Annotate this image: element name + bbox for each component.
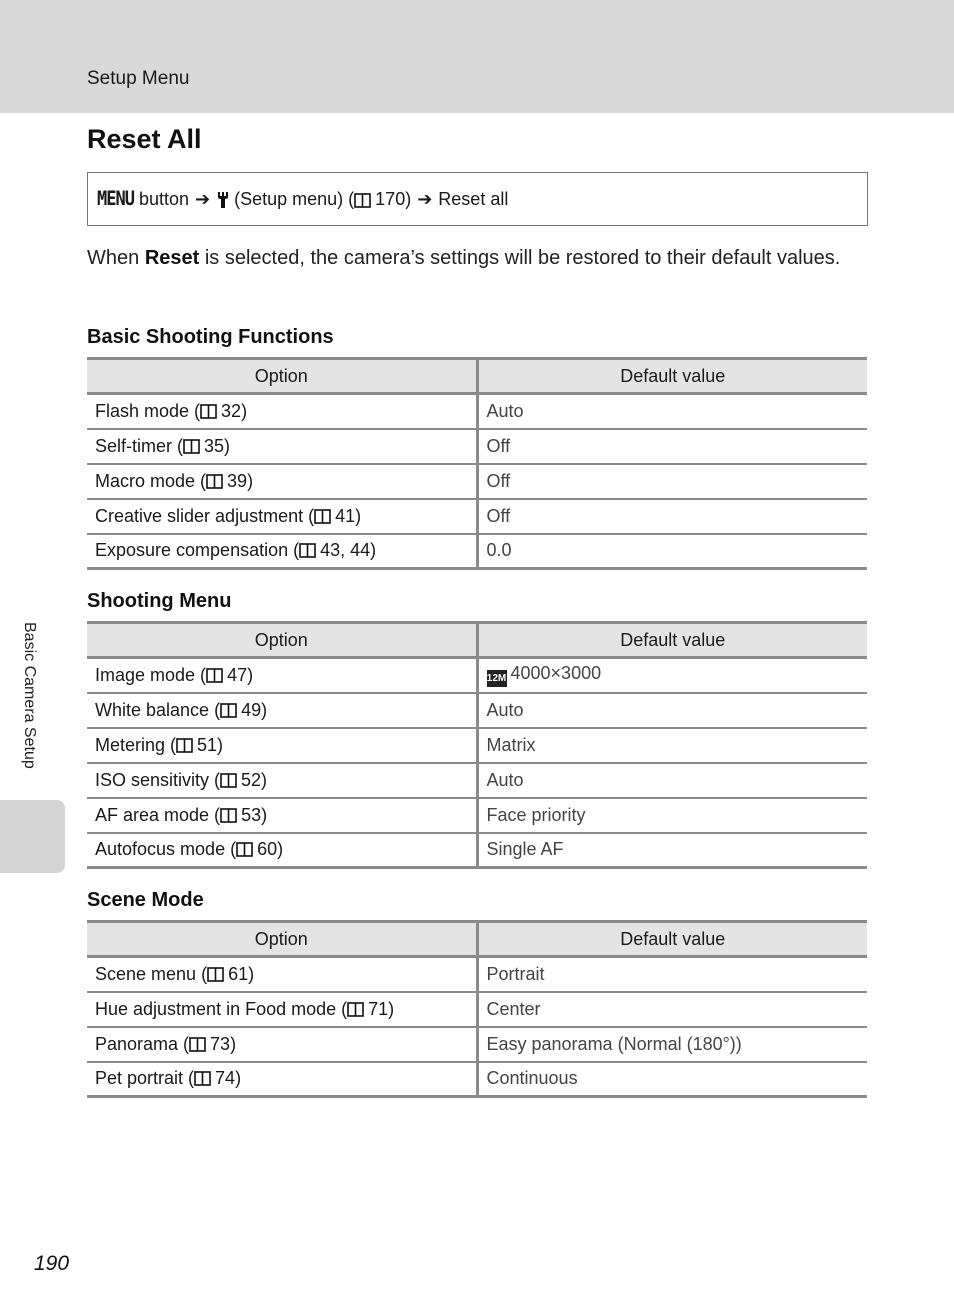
defaults-table xyxy=(87,621,867,869)
default-value-cell xyxy=(477,728,867,763)
table-row xyxy=(87,658,867,693)
side-tab-label: Basic Camera Setup xyxy=(21,622,38,769)
default-value-cell xyxy=(477,499,867,534)
default-value: Single AF xyxy=(486,839,564,860)
option-cell xyxy=(87,394,477,429)
table-row xyxy=(87,1027,867,1062)
option-label: Macro mode ( xyxy=(95,470,207,491)
option-cell xyxy=(87,429,477,464)
table-row xyxy=(87,957,867,992)
header-band xyxy=(0,0,954,113)
book-reference-icon xyxy=(207,967,224,982)
book-reference-icon xyxy=(176,738,193,753)
option-page-ref: 73) xyxy=(210,1033,237,1054)
default-value: Portrait xyxy=(486,963,545,984)
intro-paragraph xyxy=(87,243,867,273)
option-page-ref: 43, 44) xyxy=(320,540,377,561)
option-cell xyxy=(87,798,477,833)
option-cell xyxy=(87,728,477,763)
default-value: Off xyxy=(486,435,511,456)
table-row xyxy=(87,763,867,798)
default-value: Off xyxy=(486,470,511,491)
section-title: Scene Mode xyxy=(87,889,204,911)
option-cell xyxy=(87,499,477,534)
option-cell xyxy=(87,534,477,569)
table-row xyxy=(87,499,867,534)
arrow-right-icon: ➔ xyxy=(195,188,211,209)
table-row xyxy=(87,833,867,868)
side-tab-marker xyxy=(0,800,65,873)
column-header-option: Option xyxy=(87,359,477,394)
option-label: Exposure compensation ( xyxy=(95,540,300,561)
option-label: Autofocus mode ( xyxy=(95,839,237,860)
column-header-default: Default value xyxy=(477,922,867,957)
menu-path-box xyxy=(87,172,868,226)
wrench-icon xyxy=(216,191,230,209)
intro-text: is selected, the camera’s settings will be restored to their default values. xyxy=(199,247,841,269)
option-cell xyxy=(87,464,477,499)
option-page-ref: 35) xyxy=(204,435,231,456)
book-reference-icon xyxy=(220,703,237,718)
intro-text: When xyxy=(87,247,145,269)
book-reference-icon xyxy=(354,193,371,208)
option-label: Panorama ( xyxy=(95,1033,190,1054)
book-reference-icon xyxy=(183,439,200,454)
defaults-table xyxy=(87,357,867,570)
default-value: Continuous xyxy=(486,1068,578,1089)
book-reference-icon xyxy=(220,808,237,823)
table-row xyxy=(87,394,867,429)
path-page-ref: 170) xyxy=(375,188,412,209)
defaults-table xyxy=(87,920,867,1098)
option-label: AF area mode ( xyxy=(95,804,221,825)
option-label: Hue adjustment in Food mode ( xyxy=(95,998,348,1019)
section-header: Setup Menu xyxy=(87,68,190,89)
option-label: Flash mode ( xyxy=(95,400,201,421)
default-value-cell xyxy=(477,394,867,429)
option-cell xyxy=(87,833,477,868)
option-page-ref: 39) xyxy=(227,470,254,491)
image-size-icon: 12M xyxy=(487,670,507,687)
menu-button-icon: MENU xyxy=(97,187,134,211)
table-row xyxy=(87,693,867,728)
option-page-ref: 61) xyxy=(228,963,255,984)
option-label: Scene menu ( xyxy=(95,963,208,984)
table-row xyxy=(87,992,867,1027)
option-cell xyxy=(87,1027,477,1062)
default-value-cell xyxy=(477,957,867,992)
page-title: Reset All xyxy=(87,124,202,154)
page-number: 190 xyxy=(34,1252,70,1275)
path-reset-all-text: Reset all xyxy=(438,188,509,209)
book-reference-icon xyxy=(236,842,253,857)
option-page-ref: 71) xyxy=(368,998,395,1019)
option-label: Metering ( xyxy=(95,734,177,755)
default-value-cell xyxy=(477,992,867,1027)
option-page-ref: 74) xyxy=(215,1068,242,1089)
column-header-option: Option xyxy=(87,623,477,658)
section-title: Shooting Menu xyxy=(87,590,232,612)
default-value: Auto xyxy=(486,400,524,421)
default-value-cell xyxy=(477,1062,867,1097)
option-page-ref: 32) xyxy=(221,400,248,421)
arrow-right-icon: ➔ xyxy=(417,188,433,209)
table-row xyxy=(87,429,867,464)
column-header-default: Default value xyxy=(477,623,867,658)
default-value-cell xyxy=(477,833,867,868)
book-reference-icon xyxy=(314,509,331,524)
table-header-row xyxy=(87,623,867,658)
option-cell xyxy=(87,957,477,992)
default-value: Face priority xyxy=(486,804,586,825)
default-value: Off xyxy=(486,505,511,526)
option-cell xyxy=(87,992,477,1027)
default-value-cell xyxy=(477,693,867,728)
option-label: Self-timer ( xyxy=(95,435,184,456)
book-reference-icon xyxy=(347,1002,364,1017)
default-value-cell xyxy=(477,798,867,833)
book-reference-icon xyxy=(194,1071,211,1086)
path-setup-menu-text: (Setup menu) ( xyxy=(234,188,355,209)
default-value-cell xyxy=(477,534,867,569)
default-value: Auto xyxy=(486,769,524,790)
option-cell xyxy=(87,1062,477,1097)
section-title: Basic Shooting Functions xyxy=(87,326,334,348)
book-reference-icon xyxy=(200,404,217,419)
default-value-cell xyxy=(477,464,867,499)
table-header-row xyxy=(87,359,867,394)
default-value: Center xyxy=(486,998,541,1019)
option-page-ref: 49) xyxy=(241,699,268,720)
table-row xyxy=(87,728,867,763)
column-header-default: Default value xyxy=(477,359,867,394)
path-button-text: button xyxy=(138,188,190,209)
option-cell xyxy=(87,763,477,798)
table-row xyxy=(87,1062,867,1097)
book-reference-icon xyxy=(189,1037,206,1052)
option-page-ref: 47) xyxy=(227,664,254,685)
option-label: White balance ( xyxy=(95,699,221,720)
default-value: 0.0 xyxy=(486,540,512,561)
default-value: Easy panorama (Normal (180°)) xyxy=(486,1033,742,1054)
default-value: Matrix xyxy=(486,734,536,755)
option-cell xyxy=(87,658,477,693)
option-page-ref: 53) xyxy=(241,804,268,825)
option-label: Image mode ( xyxy=(95,664,207,685)
default-value-cell xyxy=(477,1027,867,1062)
option-label: ISO sensitivity ( xyxy=(95,769,221,790)
option-page-ref: 51) xyxy=(197,734,224,755)
default-value-cell xyxy=(477,763,867,798)
book-reference-icon xyxy=(220,773,237,788)
option-page-ref: 52) xyxy=(241,769,268,790)
option-cell xyxy=(87,693,477,728)
book-reference-icon xyxy=(299,543,316,558)
book-reference-icon xyxy=(206,474,223,489)
table-row xyxy=(87,798,867,833)
column-header-option: Option xyxy=(87,922,477,957)
default-value-cell xyxy=(477,429,867,464)
book-reference-icon xyxy=(206,668,223,683)
option-label: Pet portrait ( xyxy=(95,1068,195,1089)
option-page-ref: 41) xyxy=(335,505,362,526)
default-value: Auto xyxy=(486,699,524,720)
default-value-cell xyxy=(477,658,867,693)
table-row xyxy=(87,534,867,569)
table-row xyxy=(87,464,867,499)
option-page-ref: 60) xyxy=(257,839,284,860)
table-header-row xyxy=(87,922,867,957)
intro-bold-reset: Reset xyxy=(144,247,200,269)
default-value: 4000×3000 xyxy=(510,663,602,684)
option-label: Creative slider adjustment ( xyxy=(95,505,315,526)
